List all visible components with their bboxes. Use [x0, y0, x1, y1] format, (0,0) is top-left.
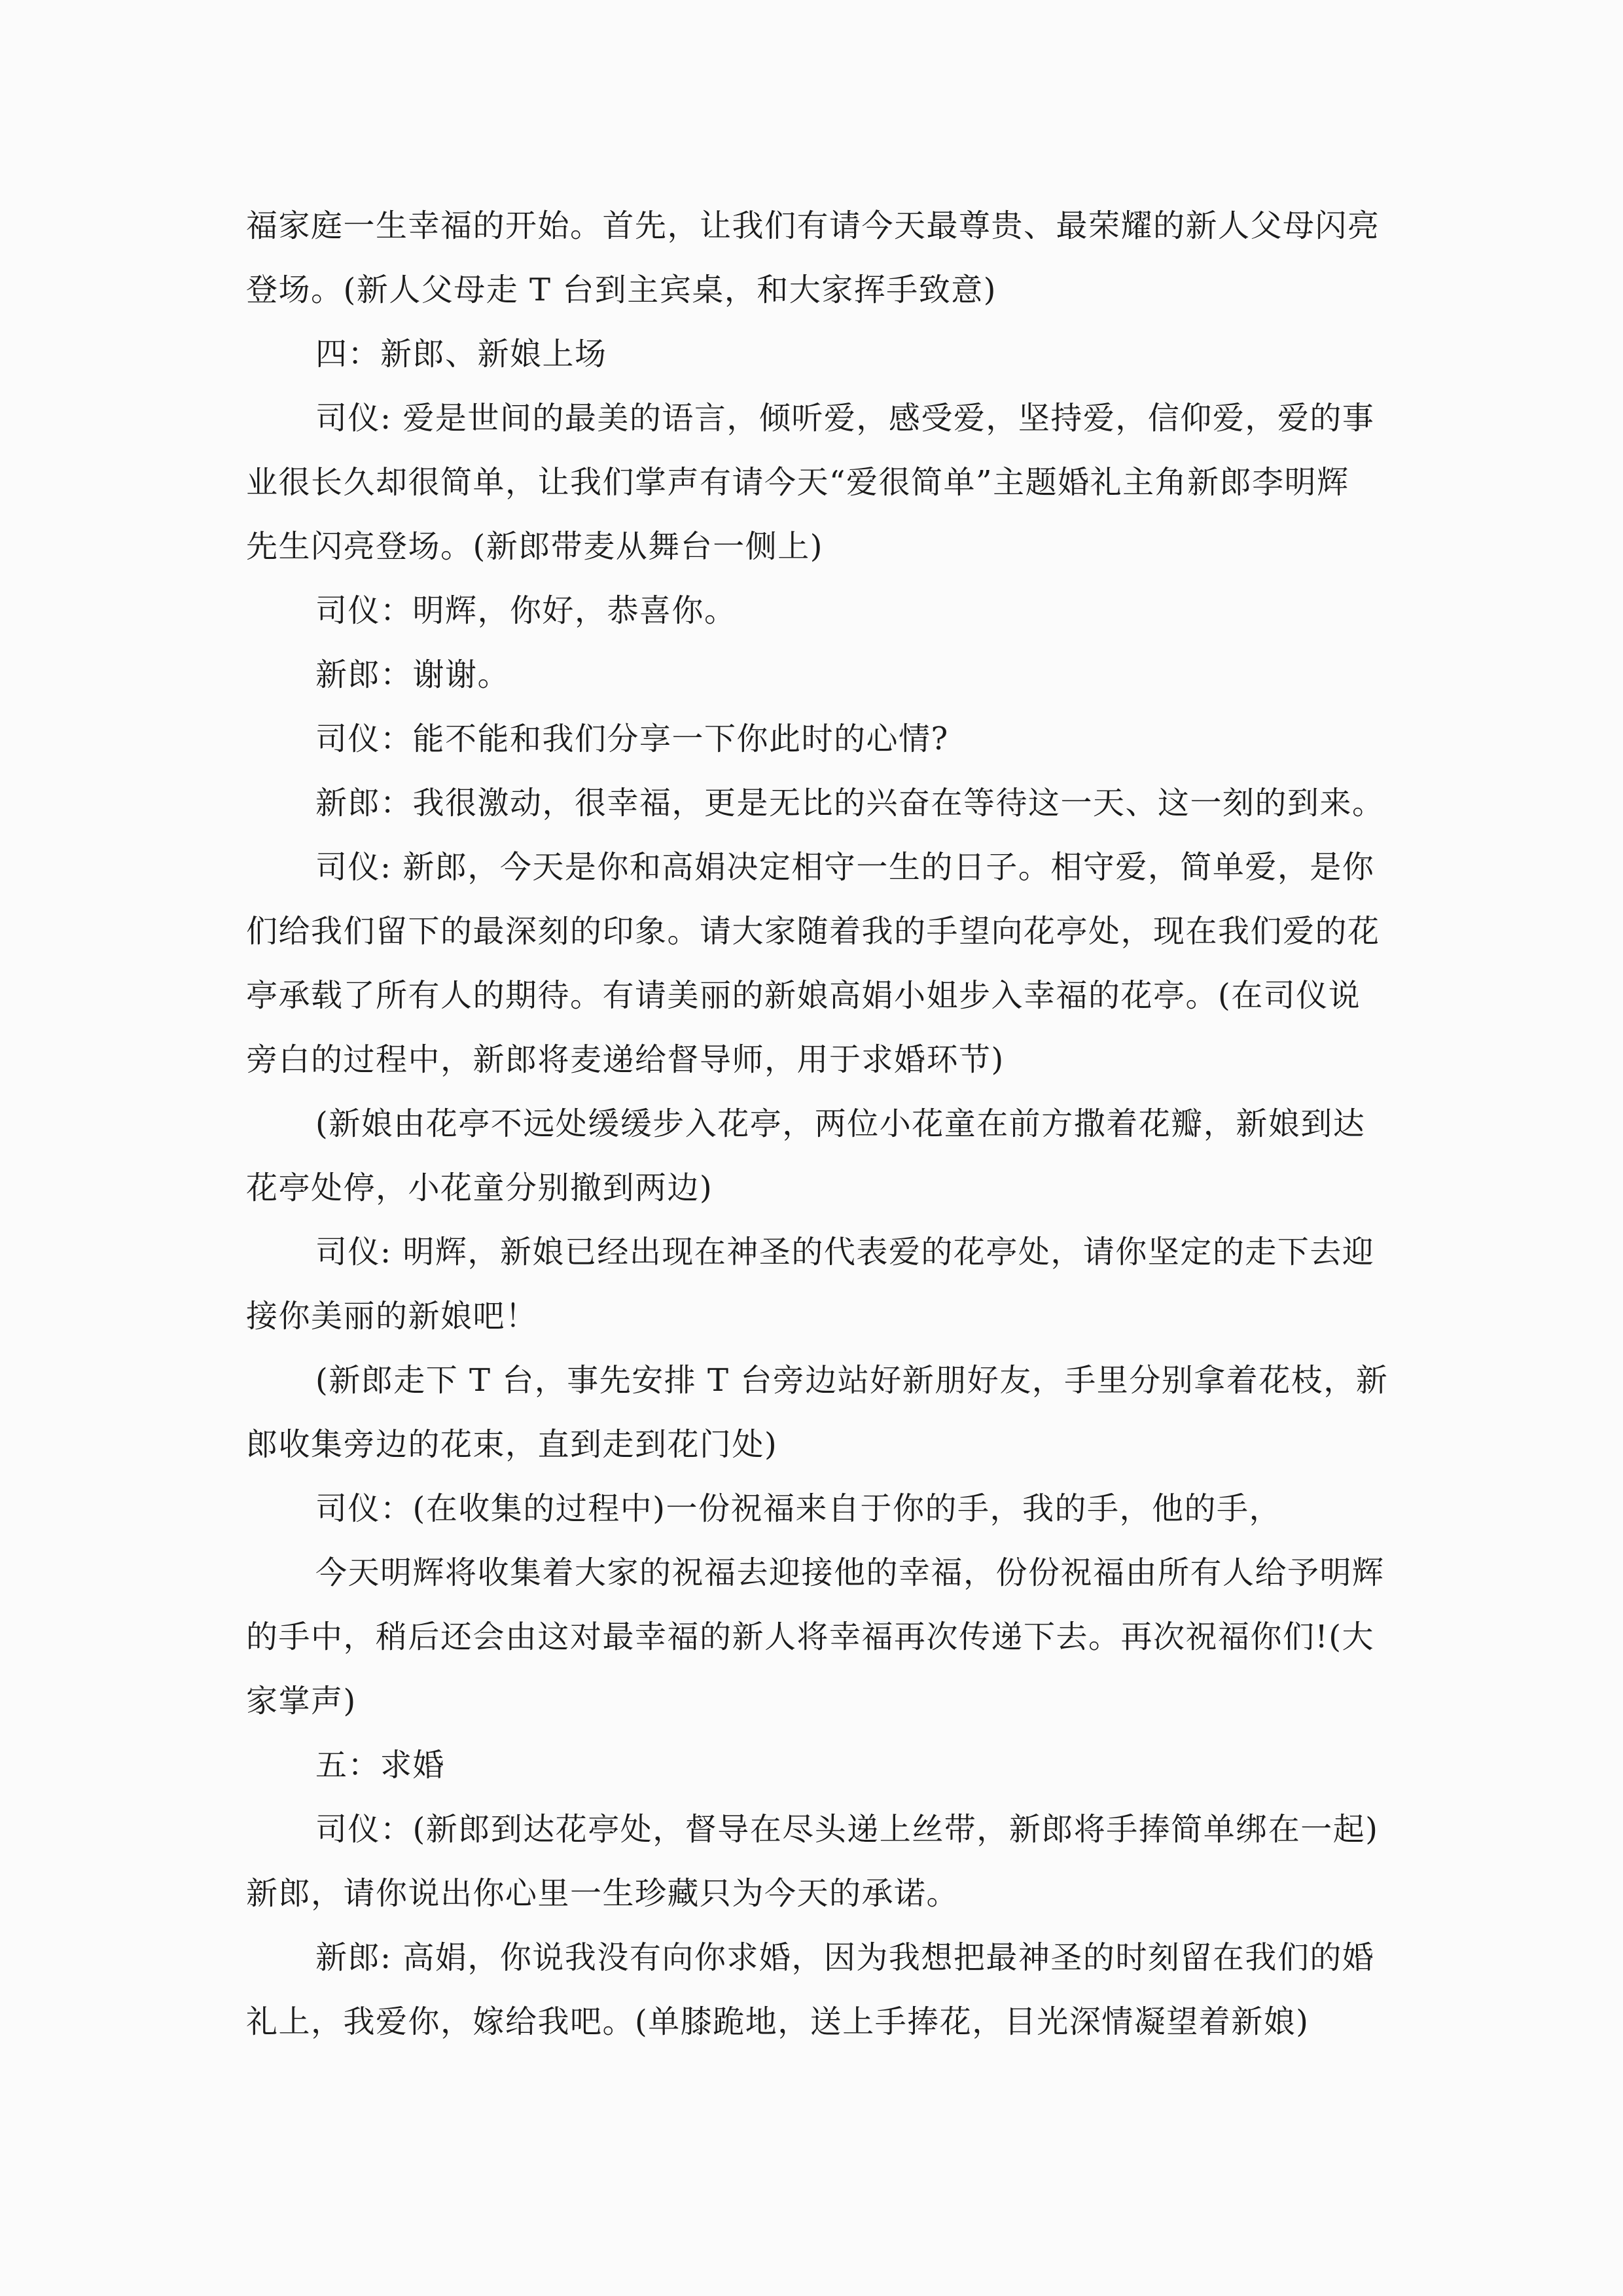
text-line: 司仪：(在收集的过程中)一份祝福来自于你的手，我的手，他的手，: [315, 1490, 1281, 1527]
text-line: 司仪：明辉，你好，恭喜你。: [315, 592, 737, 629]
text-line: 四：新郎、新娘上场: [315, 336, 607, 372]
document-body: [246, 194, 1444, 2054]
text-line: 登场。(新人父母走 T 台到主宾桌，和大家挥手致意): [246, 272, 997, 308]
text-line: 的手中，稍后还会由这对最幸福的新人将幸福再次传递下去。再次祝福你们!(大: [246, 1619, 1375, 1655]
text-line: 们给我们留下的最深刻的印象。请大家随着我的手望向花亭处，现在我们爱的花: [246, 913, 1380, 950]
text-line: 新郎：谢谢。: [315, 656, 510, 693]
text-line: 新郎，请你说出你心里一生珍藏只为今天的承诺。: [246, 1875, 959, 1912]
text-line: 司仪: 明辉，新娘已经出现在神圣的代表爱的花亭处，请你坚定的走下去迎: [315, 1234, 1375, 1270]
text-line: 亭承载了所有人的期待。有请美丽的新娘高娟小姐步入幸福的花亭。(在司仪说: [246, 977, 1361, 1014]
text-line: 今天明辉将收集着大家的祝福去迎接他的幸福，份份祝福由所有人给予明辉: [315, 1554, 1385, 1591]
text-line: 司仪：(新郎到达花亭处，督导在尽头递上丝带，新郎将手捧简单绑在一起): [315, 1811, 1379, 1848]
text-line: 家掌声): [246, 1683, 357, 1719]
text-line: 郎收集旁边的花束，直到走到花门处): [246, 1426, 778, 1463]
text-line: 五：求婚: [315, 1747, 446, 1784]
text-line: 新郎: 高娟，你说我没有向你求婚，因为我想把最神圣的时刻留在我们的婚: [315, 1939, 1375, 1976]
text-line: (新娘由花亭不远处缓缓步入花亭，两位小花童在前方撒着花瓣，新娘到达: [315, 1105, 1366, 1142]
text-line: 礼上，我爱你，嫁给我吧。(单膝跪地，送上手捧花，目光深情凝望着新娘): [246, 2003, 1310, 2040]
text-line: 司仪：能不能和我们分享一下你此时的心情?: [315, 721, 949, 757]
text-line: 新郎：我很激动，很幸福，更是无比的兴奋在等待这一天、这一刻的到来。: [315, 785, 1385, 821]
text-line: 福家庭一生幸福的开始。首先，让我们有请今天最尊贵、最荣耀的新人父母闪亮: [246, 207, 1380, 244]
text-line: 花亭处停，小花童分别撤到两边): [246, 1170, 713, 1206]
text-line: 先生闪亮登场。(新郎带麦从舞台一侧上): [246, 528, 823, 565]
text-line: 司仪: 新郎，今天是你和高娟决定相守一生的日子。相守爱，简单爱，是你: [315, 849, 1375, 886]
text-line: (新郎走下 T 台，事先安排 T 台旁边站好新朋好友，手里分别拿着花枝，新: [315, 1362, 1389, 1399]
text-line: 旁白的过程中，新郎将麦递给督导师，用于求婚环节): [246, 1041, 1005, 1078]
text-line: 接你美丽的新娘吧！: [246, 1298, 538, 1335]
text-line: 业很长久却很简单，让我们掌声有请今天“爱很简单”主题婚礼主角新郎李明辉: [246, 464, 1349, 501]
text-line: 司仪: 爱是世间的最美的语言，倾听爱，感受爱，坚持爱，信仰爱，爱的事: [315, 400, 1375, 437]
